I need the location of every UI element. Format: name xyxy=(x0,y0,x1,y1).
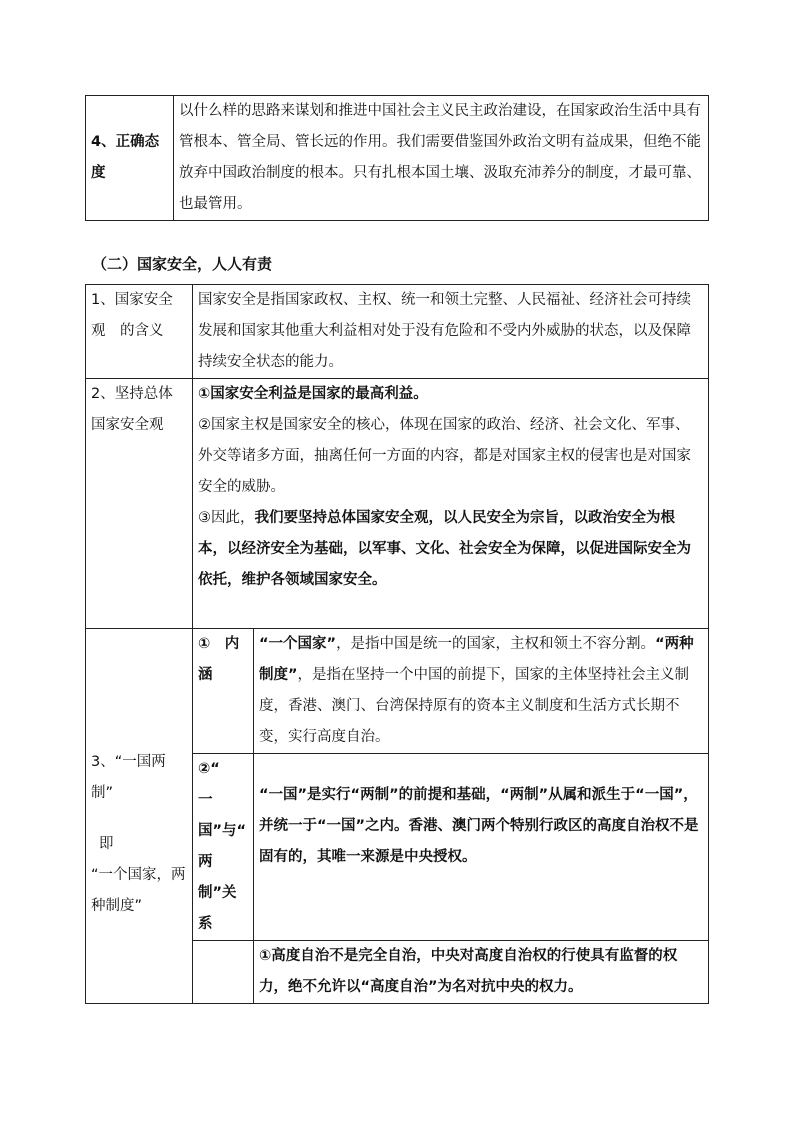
sub-label-2: ②“ 一国”与“ 两制”关系 xyxy=(193,754,254,941)
section-title: （二）国家安全，人人有责 xyxy=(92,255,273,273)
term-two-systems: “两种制度” xyxy=(259,636,694,683)
row-label: 2、坚持总体国家安全观 xyxy=(86,379,193,629)
label-b: 即 xyxy=(99,836,114,852)
security-table xyxy=(85,284,709,1004)
row-text xyxy=(193,379,709,629)
table-row xyxy=(86,379,709,629)
row-text: 以什么样的思路来谋划和推进中国社会主义民主政治建设，在国家政治生活中具有管根本、管全局、管长远的作用。我们需要借鉴国外政治文明有益成果，但绝不能放弃中国政治制度的根本。只有扎根本国土壤、汲取充沛养分的制度，才最可靠、也最管用。 xyxy=(174,96,709,221)
sub-text-3: ①高度自治不是完全自治，中央对高度自治权的行使具有监督的权力，绝不允许以“高度自治”为名对抗中央的权力。 xyxy=(254,941,709,1004)
term-one-country: “一个国家” xyxy=(259,636,337,652)
point-1: ①国家安全利益是国家的最高利益。 xyxy=(198,386,428,402)
point-3-prefix: ③因此， xyxy=(198,510,255,526)
row-label xyxy=(86,629,193,1004)
attitude-table xyxy=(85,95,709,221)
point-3 xyxy=(198,503,703,596)
spacer xyxy=(91,629,187,747)
point-2: ②国家主权是国家安全的核心，体现在国家的政治、经济、社会文化、军事、外交等诸多方面，抽离任何一方面的内容，都是对国家主权的侵害也是对国家安全的威胁。 xyxy=(198,417,691,495)
row-label: 4、正确态度 xyxy=(86,96,174,221)
table-row xyxy=(86,285,709,379)
sub-label-1: ① 内涵 xyxy=(193,629,254,754)
sub-text-2: “一国”是实行“两制”的前提和基础，“两制”从属和派生于“一国”，并统一于“一国”之内。香港、澳门两个特别行政区的高度自治权不是固有的，其唯一来源是中央授权。 xyxy=(254,754,709,941)
sub-text-1 xyxy=(254,629,709,754)
term-two-systems-desc: ，是指在坚持一个中国的前提下，国家的主体坚持社会主义制度，香港、澳门、台湾保持原有的资本主义制度和生活方式长期不变，实行高度自治。 xyxy=(259,667,690,745)
label-c: “一个国家，两种制度” xyxy=(91,867,186,914)
sub-label-3 xyxy=(193,941,254,1004)
spacer xyxy=(91,809,187,829)
row-text: 国家安全是指国家政权、主权、统一和领土完整、人民福祉、经济社会可持续发展和国家其他重大利益相对处于没有危险和不受内外威胁的状态，以及保障持续安全状态的能力。 xyxy=(193,285,709,379)
table-row xyxy=(86,629,709,754)
label-a: 3、“一国两制” xyxy=(91,754,166,801)
term-one-country-desc: ，是指中国是统一的国家，主权和领土不容分割。 xyxy=(336,636,656,652)
table-row xyxy=(86,96,709,221)
row-label: 1、国家安全观 的含义 xyxy=(86,285,193,379)
point-3-bold: 我们要坚持总体国家安全观，以人民安全为宗旨，以政治安全为根本，以经济安全为基础，以军事、文化、社会安全为保障，以促进国际安全为依托，维护各领域国家安全。 xyxy=(198,510,691,588)
